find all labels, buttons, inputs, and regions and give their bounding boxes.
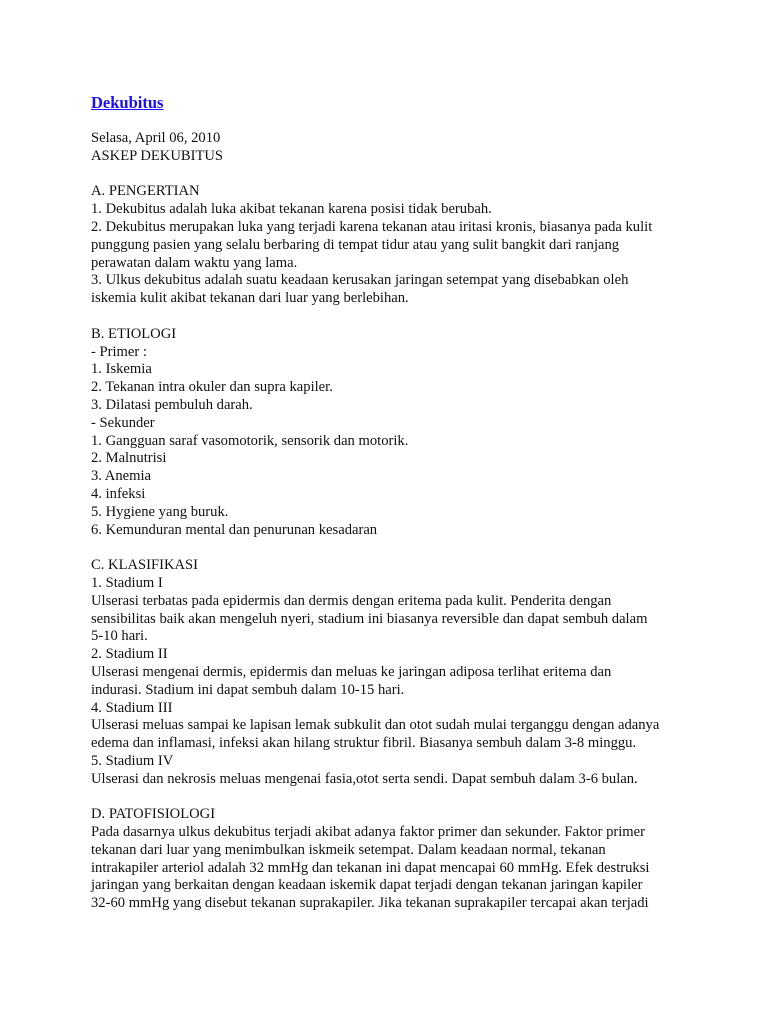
paragraph-gap — [91, 788, 691, 806]
paragraph-gap — [91, 166, 691, 184]
paragraph-gap — [91, 539, 691, 557]
text-line: 5-10 hari. — [91, 628, 148, 645]
text-line: tekanan dari luar yang menimbulkan iskmeik setempat. Dalam keadaan normal, tekanan — [91, 841, 606, 858]
text-line: sensibilitas baik akan mengeluh nyeri, stadium ini biasanya reversible dan dapat sembuh dalam — [91, 610, 648, 627]
post-heading: ASKEP DEKUBITUS — [91, 147, 224, 164]
paragraph-gap — [91, 308, 691, 326]
section-heading: D. PATOFISIOLOGI — [91, 806, 216, 823]
text-line: 2. Tekanan intra okuler dan supra kapiler. — [91, 379, 333, 396]
document-page — [91, 93, 691, 913]
text-line: 2. Malnutrisi — [91, 450, 167, 467]
text-line: intrakapiler arteriol adalah 32 mmHg dan tekanan ini dapat mencapai 60 mmHg. Efek destruksi — [91, 859, 650, 876]
text-line: 3. Ulkus dekubitus adalah suatu keadaan kerusakan jaringan setempat yang disebabkan oleh — [91, 272, 629, 289]
document-body — [91, 183, 691, 913]
section-2 — [91, 326, 691, 540]
text-line: edema dan inflamasi, infeksi akan hilang struktur fibril. Biasanya sembuh dalam 3-8 minggu. — [91, 735, 637, 752]
text-line: - Sekunder — [91, 414, 155, 431]
text-line: - Primer : — [91, 343, 147, 360]
text-line: 5. Hygiene yang buruk. — [91, 503, 229, 520]
text-line: 2. Dekubitus merupakan luka yang terjadi karena tekanan atau iritasi kronis, biasanya pada kulit — [91, 218, 653, 235]
text-line: Ulserasi terbatas pada epidermis dan dermis dengan eritema pada kulit. Penderita dengan — [91, 592, 612, 609]
section-4 — [91, 806, 691, 913]
section-heading: C. KLASIFIKASI — [91, 557, 199, 574]
section-heading: A. PENGERTIAN — [91, 183, 200, 200]
text-line: jaringan yang berkaitan dengan keadaan iskemik dapat terjadi dengan tekanan jaringan kapiler — [91, 877, 643, 894]
text-line: perawatan dalam waktu yang lama. — [91, 254, 298, 271]
text-line: Ulserasi mengenai dermis, epidermis dan meluas ke jaringan adiposa terlihat eritema dan — [91, 663, 612, 680]
text-line: Pada dasarnya ulkus dekubitus terjadi akibat adanya faktor primer dan sekunder. Faktor primer — [91, 824, 645, 841]
section-heading: B. ETIOLOGI — [91, 325, 177, 342]
text-line: 1. Gangguan saraf vasomotorik, sensorik dan motorik. — [91, 432, 409, 449]
text-line: 4. Stadium III — [91, 699, 173, 716]
text-line: Ulserasi dan nekrosis meluas mengenai fasia,otot serta sendi. Dapat sembuh dalam 3-6 bulan. — [91, 770, 638, 787]
text-line: iskemia kulit akibat tekanan dari luar yang berlebihan. — [91, 290, 409, 307]
text-line: 1. Stadium I — [91, 574, 163, 591]
text-line: 4. infeksi — [91, 485, 146, 502]
text-line: 3. Anemia — [91, 468, 151, 485]
post-title-link[interactable]: Dekubitus — [91, 93, 164, 112]
text-line: indurasi. Stadium ini dapat sembuh dalam 10-15 hari. — [91, 681, 405, 698]
text-line: 3. Dilatasi pembuluh darah. — [91, 396, 253, 413]
text-line: punggung pasien yang selalu berbaring di tempat tidur atau yang sulit bangkit dari ranjang — [91, 236, 620, 253]
text-line: 1. Dekubitus adalah luka akibat tekanan karena posisi tidak berubah. — [91, 201, 492, 218]
section-3 — [91, 557, 691, 788]
text-line: 2. Stadium II — [91, 646, 168, 663]
post-date: Selasa, April 06, 2010 — [91, 130, 221, 146]
text-line: 6. Kemunduran mental dan penurunan kesadaran — [91, 521, 378, 538]
text-line: Ulserasi meluas sampai ke lapisan lemak subkulit dan otot sudah mulai terganggu dengan adanya — [91, 717, 660, 734]
section-1 — [91, 183, 691, 308]
text-line: 32-60 mmHg yang disebut tekanan suprakapiler. Jika tekanan suprakapiler tercapai akan terjadi — [91, 895, 649, 912]
text-line: 5. Stadium IV — [91, 752, 174, 769]
text-line: 1. Iskemia — [91, 361, 152, 378]
